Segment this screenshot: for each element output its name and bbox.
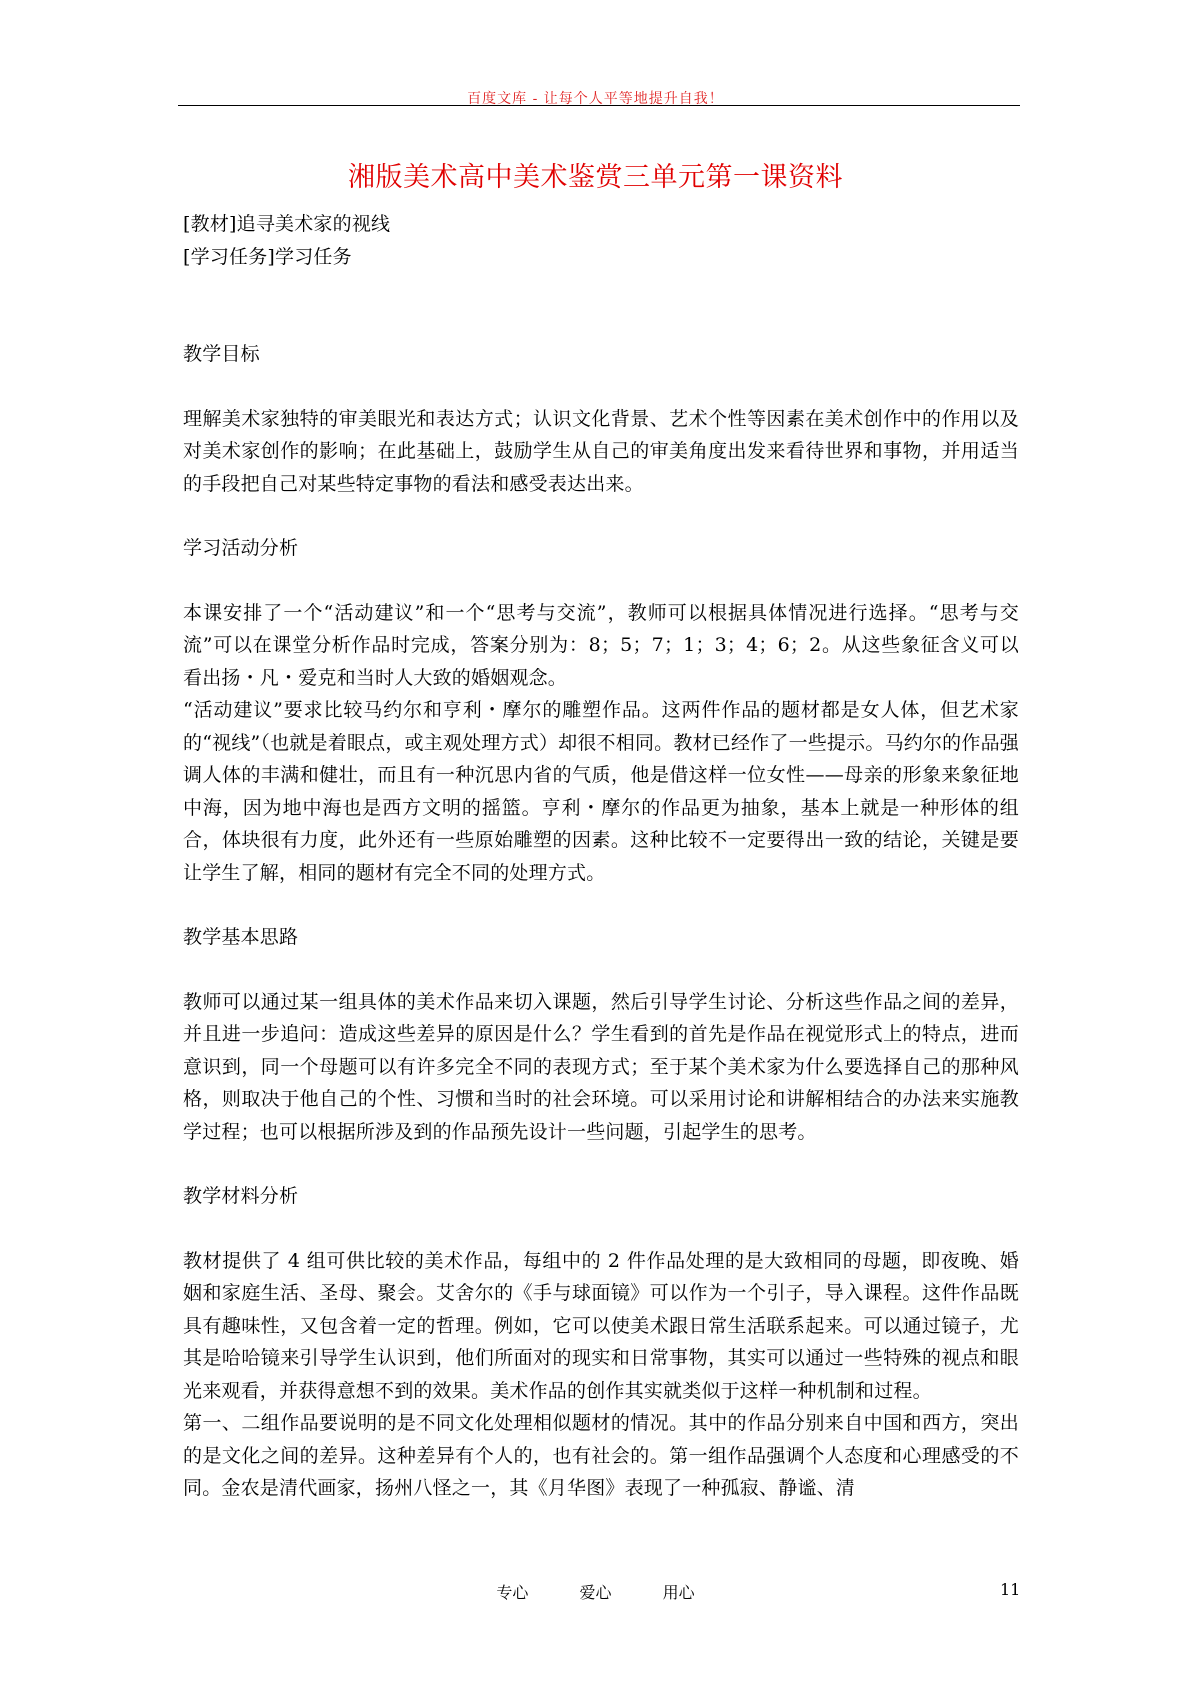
paragraph: “活动建议”要求比较马约尔和亨利・摩尔的雕塑作品。这两件作品的题材都是女人体，但艺术家的“视线”（也就是着眼点，或主观处理方式）却很不相同。教材已经作了一些提示。马约尔的作品强调人体的丰满和健壮，而且有一种沉思内省的气质，他是借这样一位女性——母亲的形象来象征地中海，因为地中海也是西方文明的摇篮。亨利・摩尔的作品更为抽象，基本上就是一种形体的组合，体块很有力度，此外还有一些原始雕塑的因素。这种比较不一定要得出一致的结论，关键是要让学生了解，相同的题材有完全不同的处理方式。	[183, 699, 1019, 884]
paragraph: 理解美术家独特的审美眼光和表达方式；认识文化背景、艺术个性等因素在美术创作中的作用以及对美术家创作的影响；在此基础上，鼓励学生从自己的审美角度出发来看待世界和事物，并用适当的手段把自己对某些特定事物的看法和感受表达出来。	[183, 407, 1019, 495]
section-heading-activity-analysis: 学习活动分析	[183, 537, 299, 559]
meta-task: [学习任务]学习任务	[183, 245, 352, 268]
footer-motto-item: 爱心	[579, 1583, 612, 1602]
footer-motto-item: 专心	[496, 1583, 529, 1602]
meta-textbook: [教材]追寻美术家的视线	[183, 213, 391, 235]
document-title: 湘版美术高中美术鉴赏三单元第一课资料	[348, 162, 843, 193]
footer-motto-item: 用心	[662, 1583, 695, 1602]
document-body	[183, 208, 1019, 1505]
paragraph: 第一、二组作品要说明的是不同文化处理相似题材的情况。其中的作品分别来自中国和西方，突出的是文化之间的差异。这种差异有个人的，也有社会的。第一组作品强调个人态度和心理感受的不同。金农是清代画家，扬州八怪之一，其《月华图》表现了一种孤寂、静谧、清	[183, 1412, 1019, 1499]
header-watermark: 百度文库 - 让每个人平等地提升自我！	[467, 91, 724, 107]
section-heading-objectives: 教学目标	[183, 343, 260, 365]
paragraph: 本课安排了一个“活动建议”和一个“思考与交流”，教师可以根据具体情况进行选择。“思考与交流”可以在课堂分析作品时完成，答案分别为：8；5；7；1；3；4；6；2。从这些象征含义可以看出扬・凡・爱克和当时人大致的婚姻观念。	[183, 601, 1019, 689]
paragraph: 教师可以通过某一组具体的美术作品来切入课题，然后引导学生讨论、分析这些作品之间的差异，并且进一步追问：造成这些差异的原因是什么？学生看到的首先是作品在视觉形式上的特点，进而意识到，同一个母题可以有许多完全不同的表现方式；至于某个美术家为什么要选择自己的那种风格，则取决于他自己的个性、习惯和当时的社会环境。可以采用讨论和讲解相结合的办法来实施教学过程；也可以根据所涉及到的作品预先设计一些问题，引起学生的思考。	[183, 990, 1019, 1143]
paragraph: 教材提供了 4 组可供比较的美术作品，每组中的 2 件作品处理的是大致相同的母题，即夜晚、婚姻和家庭生活、圣母、聚会。艾舍尔的《手与球面镜》可以作为一个引子，导入课程。这件作品既具有趣味性，又包含着一定的哲理。例如，它可以使美术跟日常生活联系起来。可以通过镜子，尤其是哈哈镜来引导学生认识到，他们所面对的现实和日常事物，其实可以通过一些特殊的视点和眼光来观看，并获得意想不到的效果。美术作品的创作其实就类似于这样一种机制和过程。	[183, 1249, 1019, 1402]
section-heading-material-analysis: 教学材料分析	[183, 1185, 299, 1207]
page-number: 11	[1000, 1580, 1021, 1599]
section-heading-teaching-approach: 教学基本思路	[183, 926, 299, 948]
header-divider	[178, 105, 1020, 106]
